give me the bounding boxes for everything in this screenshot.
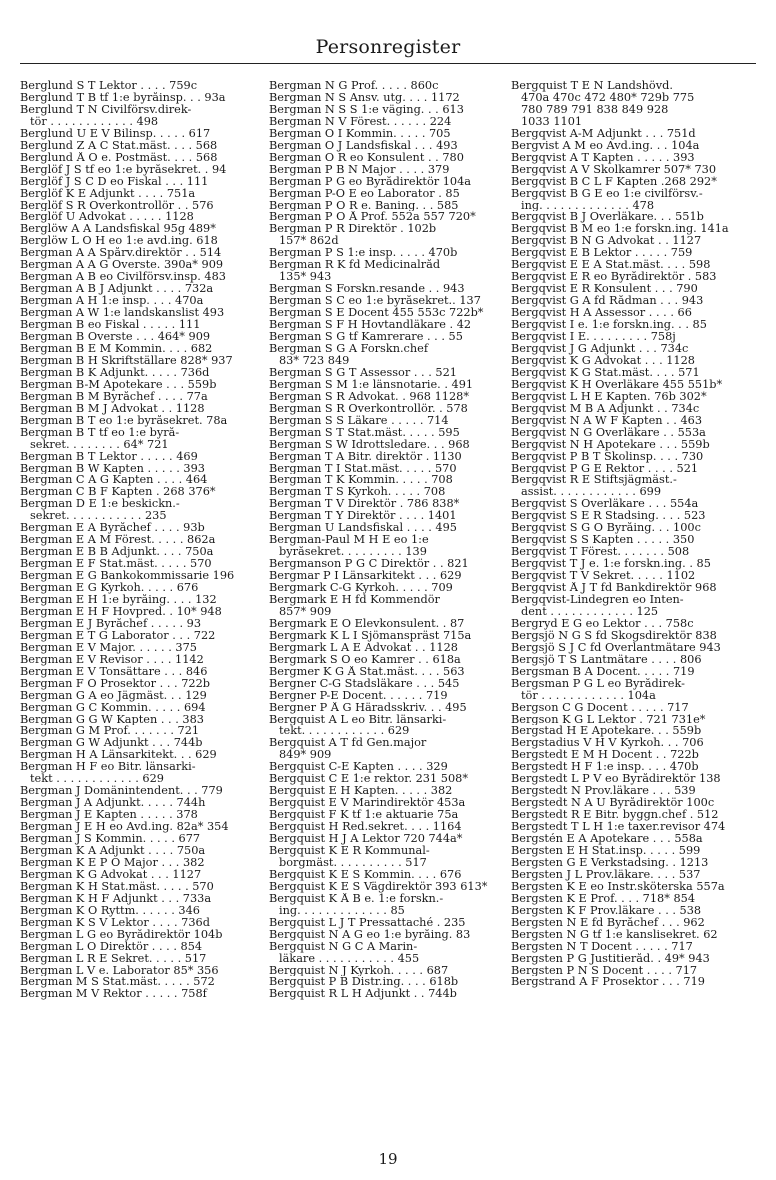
register-entry: Bergman B M J Advokat . . 1128: [20, 402, 205, 415]
register-entry: Bergsten N G tf 1:e kanslisekret. 62: [511, 928, 718, 941]
register-entry: Bergqvist R E Stiftsjägmäst.-: [511, 474, 677, 487]
register-entry: Bergsten K E eo Instr.sköterska 557a: [511, 880, 725, 893]
register-entry: Bergquist K E R Kommunal-: [269, 845, 430, 857]
register-entry: Bergman G W Adjunkt . . . 744b: [20, 737, 203, 750]
register-entry: Bergstedt R E Bitr. byggn.chef . 512: [511, 809, 719, 822]
register-entry: Bergqvist E R eo Byrådirektör . 583: [511, 271, 717, 284]
register-entry: Bergstrand A F Prosektor . . . 719: [511, 976, 705, 989]
register-entry: Bergman M V Rektor . . . . . 758f: [20, 988, 207, 1001]
register-entry: Bergqvist E R Konsulent . . . 790: [511, 283, 698, 296]
register-entry: Bergqvist N H Apotekare . . . 559b: [511, 438, 710, 451]
register-entry: Bergqvist P G E Rektor . . . . 521: [511, 462, 699, 475]
register-entry: Bergstedt N Prov.läkare . . . 539: [511, 785, 696, 798]
register-entry: Bergman P S 1:e insp. . . . . 470b: [269, 247, 458, 260]
register-entry: byråsekret. . . . . . . . . 139: [279, 546, 427, 559]
register-entry: Bergstadius V H V Kyrkoh. . . 706: [511, 737, 704, 750]
register-entry: tör . . . . . . . . . . . . 498: [30, 115, 159, 128]
register-entry: Bergman J E H eo Avd.ing. 82a* 354: [20, 821, 229, 834]
register-entry: 470a 470c 472 480* 729b 775: [521, 91, 695, 104]
register-entry: Bergstad H E Apotekare. . . 559b: [511, 725, 702, 738]
register-entry: Bergman E A M Förest. . . . . 862a: [20, 534, 216, 547]
register-entry: Bergqvist L H E Kapten. 76b 302*: [511, 390, 707, 403]
register-entry: Bergqvist T J e. 1:e forskn.ing. . 85: [511, 558, 711, 571]
register-entry: Bergman T I Stat.mäst. . . . . 570: [269, 462, 457, 475]
register-entry: dent . . . . . . . . . . . . 125: [521, 605, 659, 618]
register-entry: Bergmark K L I Sjömanspräst 715a: [269, 629, 472, 642]
register-entry: Bergman S T Stat.mäst. . . . . 595: [269, 426, 460, 439]
register-entry: Bergman E G Kyrkoh. . . . . 676: [20, 582, 199, 594]
register-entry: Bergman T A Bitr. direktör . 1130: [269, 450, 462, 463]
register-entry: Bergstedt N A U Byrådirektör 100c: [511, 797, 715, 810]
register-entry: assist. . . . . . . . . . . . 699: [521, 486, 662, 499]
register-entry: tör . . . . . . . . . . . . 104a: [521, 689, 656, 702]
register-entry: Bergqvist M B A Adjunkt . . 734c: [511, 402, 700, 415]
register-entry: Bergqvist H A Assessor . . . . 66: [511, 307, 692, 320]
register-entry: Bergquist T E N Landshövd.: [511, 80, 673, 92]
register-entry: Bergman E G Bankokommissarie 196: [20, 570, 235, 583]
register-entry: Bergman K A Adjunkt . . . . 750a: [20, 845, 206, 857]
register-entry: 83* 723 849: [279, 354, 350, 367]
register-entry: Bergman E B B Adjunkt. . . . 750a: [20, 546, 214, 559]
register-entry: Bergqvist A-M Adjunkt . . . 751d: [511, 127, 696, 140]
register-entry: läkare . . . . . . . . . . . 455: [279, 952, 420, 965]
register-entry: Bergmark E H fd Kommendör: [269, 593, 440, 606]
register-entry: Bergquist E V Marindirektör 453a: [269, 797, 466, 810]
register-entry: Berglöf J S C D eo Fiskal . . . 111: [20, 175, 209, 188]
register-entry: Bergsten E H Stat.insp. . . . . 599: [511, 845, 701, 857]
register-entry: Bergmark L A E Advokat . . 1128: [269, 641, 458, 654]
register-entry: Bergqvist S Överläkare . . . 554a: [511, 498, 699, 511]
register-entry: Bergman A A G Överste. 390a* 909: [20, 259, 224, 272]
register-entry: Bergmark S O eo Kamrer . . 618a: [269, 653, 461, 666]
register-entry: Bergman K S V Lektor . . . . 736d: [20, 916, 210, 929]
register-entry: Bergman S M 1:e länsnotarie. . 491: [269, 378, 474, 391]
register-entry: Bergquist R L H Adjunkt . . 744b: [269, 988, 457, 1001]
register-entry: Berglöf J S tf eo 1:e byråsekret. . 94: [20, 163, 227, 176]
register-entry: Bergquist F K tf 1:e aktuarie 75a: [269, 809, 459, 822]
register-entry: Bergqvist I e. 1:e forskn.ing. . . 85: [511, 319, 707, 332]
register-entry: Bergman S R Advokat. . 968 1128*: [269, 390, 469, 403]
register-entry: Bergqvist B J Överläkare. . . 551b: [511, 211, 704, 224]
register-entry: Bergman B M Byråchef . . . . 77a: [20, 390, 208, 403]
register-entry: Bergman B W Kapten . . . . . 393: [20, 462, 205, 475]
register-entry: Bergquist A T fd Gen.major: [269, 737, 427, 750]
register-entry: ing. . . . . . . . . . . . . 478: [521, 199, 655, 212]
register-entry: 849* 909: [279, 749, 332, 762]
register-entry: Bergqvist K G Stat.mäst. . . . 571: [511, 366, 700, 379]
register-entry: Bergsten N T Docent . . . . . 717: [511, 940, 693, 953]
register-entry: Bergman P-O E eo Laborator . 85: [269, 187, 460, 200]
register-entry: Bergqvist B C L F Kapten .268 292*: [511, 175, 717, 188]
register-entry: Bergquist P B Distr.ing. . . . 618b: [269, 976, 459, 989]
register-entry: Bergman L R E Sekret. . . . . 517: [20, 952, 207, 965]
register-entry: Bergman G A eo Jägmäst. . . 129: [20, 689, 207, 702]
register-entry: Bergman T V Direktör . 786 838*: [269, 498, 460, 511]
register-entry: Bergquist L J T Pressattaché . 235: [269, 916, 466, 929]
register-entry: Bergqvist P B T Skolinsp. . . . 730: [511, 450, 704, 463]
register-entry: Bergman J Domänintendent. . . 779: [20, 785, 223, 798]
register-entry: Bergman P O Å Prof. 552a 557 720*: [269, 211, 476, 224]
register-entry: Bergmark C-G Kyrkoh. . . . . 709: [269, 582, 453, 594]
register-entry: Bergmanson P G C Direktör . . 821: [269, 558, 469, 571]
register-entry: Berglund T B tf 1:e byråinsp. . . 93a: [20, 91, 226, 104]
register-entry: Bergquist N G C A Marin-: [269, 940, 418, 953]
register-entry: Bergqvist N A W F Kapten . . 463: [511, 414, 703, 427]
register-entry: Bergman S W Idrottsledare. . . 968: [269, 438, 470, 451]
register-entry: Bergman C A G Kapten . . . . 464: [20, 474, 208, 487]
register-column-3: [511, 80, 756, 988]
register-entry: Bergman A W 1:e landskanslist 493: [20, 307, 225, 320]
register-entry: Bergquist H Red.sekret. . . . 1164: [269, 821, 462, 834]
register-entry: Bergqvist S G O Byråing. . . 100c: [511, 522, 701, 535]
register-entry: Bergman H A Länsarkitekt. . . 629: [20, 749, 217, 762]
register-entry: Bergman J E Kapten . . . . . 378: [20, 809, 198, 822]
register-entry: Bergman A B J Adjunkt . . . . 732a: [20, 283, 214, 296]
register-entry: Bergman N S Ansv. utg. . . . 1172: [269, 91, 460, 104]
register-entry: Bergstedt T L H 1:e taxer.revisor 474: [511, 821, 726, 834]
register-entry: Bergman K G Advokat . . . 1127: [20, 868, 202, 881]
register-entry: Bergqvist K H Överläkare 455 551b*: [511, 378, 723, 391]
register-entry: Bergman U Landsfiskal . . . . 495: [269, 522, 457, 535]
register-entry: Bergquist E H Kapten. . . . . 382: [269, 785, 453, 798]
register-entry: Bergman R K fd Medicinalråd: [269, 259, 441, 272]
register-entry: Berglund T N Civilförsv.direk-: [20, 103, 192, 116]
register-entry: Bergqvist K G Advokat . . . 1128: [511, 354, 695, 367]
register-entry: Bergman B E M Kommin. . . . 682: [20, 342, 213, 355]
register-entry: Bergqvist Å J T fd Bankdirektör 968: [511, 582, 717, 594]
register-entry: Bergsten G E Verkstadsing. . 1213: [511, 856, 709, 869]
register-entry: Bergman J S Kommin. . . . . 677: [20, 833, 201, 845]
register-entry: Bergman G G W Kapten . . . 383: [20, 713, 204, 726]
register-entry: Bergman K H Stat.mäst. . . . . 570: [20, 880, 214, 893]
register-entry: Berglöw L O H eo 1:e avd.ing. 618: [20, 235, 218, 248]
register-entry: Bergqvist I E. . . . . . . . . 758j: [511, 331, 676, 343]
register-entry: Bergman L V e. Laborator 85* 356: [20, 964, 219, 977]
register-entry: Bergman F O Prosektor . . . 722b: [20, 677, 211, 690]
register-entry: Bergman S G A Forskn.chef: [269, 342, 429, 355]
register-entry: Bergmark E O Elevkonsulent. . 87: [269, 617, 465, 630]
register-entry: Bergman E A Byråchef . . . . 93b: [20, 522, 205, 535]
register-entry: Bergman B H Skriftställare 828* 937: [20, 354, 233, 367]
register-entry: Bergsjö T S Lantmätare . . . . 806: [511, 653, 702, 666]
header-rule: [20, 63, 756, 64]
register-entry: Berglöw A A Landsfiskal 95g 489*: [20, 223, 216, 236]
register-entry: Bergner P Å G Häradsskriv. . . 495: [269, 701, 467, 714]
register-entry: Bergmar P I Länsarkitekt . . . 629: [269, 570, 462, 583]
register-entry: Bergman P G eo Byrådirektör 104a: [269, 175, 472, 188]
register-entry: Bergqvist J G Adjunkt . . . 734c: [511, 342, 689, 355]
register-entry: Bergman E H 1:e byråing. . . . 132: [20, 593, 217, 606]
register-entry: Bergsten P N S Docent . . . . 717: [511, 964, 698, 977]
register-entry: Bergman T S Kyrkoh. . . . . 708: [269, 486, 446, 499]
register-entry: Bergstedt H F 1:e insp. . . . 470b: [511, 761, 699, 774]
register-entry: Bergquist N J Kyrkoh. . . . . 687: [269, 964, 449, 977]
register-entry: Bergstedt E M H Docent . . 722b: [511, 749, 699, 762]
register-entry: Bergqvist E B Lektor . . . . . 759: [511, 247, 693, 260]
register-entry: Bergman B Överste . . . 464* 909: [20, 331, 211, 343]
register-entry: 135* 943: [279, 271, 332, 284]
register-entry: Berglöf K E Adjunkt . . . . 751a: [20, 187, 196, 200]
register-entry: Bergsman P G L eo Byrådirek-: [511, 677, 685, 690]
register-entry: Bergman S G tf Kamrerare . . . 55: [269, 331, 463, 343]
register-entry: borgmäst. . . . . . . . . . 517: [279, 856, 427, 869]
register-entry: Bergqvist N G Överläkare . . 553a: [511, 426, 706, 439]
register-entry: Bergman D E 1:e beskickn.-: [20, 498, 180, 511]
register-entry: Bergman B K Adjunkt. . . . . 736d: [20, 366, 210, 379]
register-entry: Bergsten K E Prof. . . . 718* 854: [511, 892, 696, 905]
register-entry: Bergquist K E S Vägdirektör 393 613*: [269, 880, 488, 893]
register-entry: 157* 862d: [279, 235, 339, 248]
register-entry: Bergmer K G Å Stat.mäst. . . . 563: [269, 665, 465, 678]
register-entry: Bergman A A Spårv.direktör . . 514: [20, 247, 222, 260]
register-entry: Bergryd E G eo Lektor . . . 758c: [511, 617, 694, 630]
register-entry: Bergquist N A G eo 1:e byråing. 83: [269, 928, 471, 941]
register-entry: sekret. . . . . . . . . . . 235: [30, 510, 167, 523]
register-entry: Bergqvist B N G Advokat . . 1127: [511, 235, 702, 248]
register-entry: Bergman B T tf eo 1:e byrå-: [20, 426, 180, 439]
register-entry: Bergman N S S 1:e väging. . . 613: [269, 103, 464, 116]
register-entry: ing. . . . . . . . . . . . . 85: [279, 904, 405, 917]
register-column-1: [20, 80, 250, 1000]
register-entry: Bergqvist-Lindegren eo Inten-: [511, 593, 684, 606]
register-entry: 857* 909: [279, 605, 332, 618]
register-entry: Bergqvist G A fd Rådman . . . 943: [511, 295, 704, 308]
register-entry: Bergman-Paul M H E eo 1:e: [269, 534, 429, 547]
register-entry: Bergman E F Stat.mäst. . . . . 570: [20, 558, 212, 571]
register-entry: Bergman B T eo 1:e byråsekret. 78a: [20, 414, 228, 427]
register-entry: Berglöf U Advokat . . . . . 1128: [20, 211, 194, 224]
register-entry: Bergman E J Byråchef . . . . . 93: [20, 617, 202, 630]
register-entry: Bergman K O Ryttm. . . . . . 346: [20, 904, 200, 917]
register-entry: Bergqvist A V Skolkamrer 507* 730: [511, 163, 717, 176]
register-entry: Bergquist H J A Lektor 720 744a*: [269, 833, 463, 845]
register-entry: Berglund Z A C Stat.mäst. . . . 568: [20, 139, 218, 152]
register-entry: Bergstén E A Apotekare . . . 558a: [511, 833, 703, 845]
register-entry: Bergman T K Kommin. . . . . 708: [269, 474, 453, 487]
register-entry: Bergstedt L P V eo Byrådirektör 138: [511, 773, 721, 786]
register-entry: Bergman P O R e. Baning. . . 585: [269, 199, 459, 212]
register-entry: Bergman O I Kommin. . . . . 705: [269, 127, 451, 140]
register-entry: tekt. . . . . . . . . . . . 629: [279, 725, 410, 738]
register-entry: Bergman C B F Kapten . 268 376*: [20, 486, 216, 499]
register-entry: Bergman S C eo 1:e byråsekret.. 137: [269, 295, 481, 308]
register-entry: Bergman E V Major. . . . . . 375: [20, 641, 197, 654]
register-entry: Bergqvist T V Sekret. . . . . 1102: [511, 570, 696, 583]
register-entry: Bergman S G T Assessor . . . 521: [269, 366, 457, 379]
register-entry: Bergman O R eo Konsulent . . 780: [269, 151, 464, 164]
register-entry: Bergqvist T Förest. . . . . . . 508: [511, 546, 690, 559]
register-entry: Bergman G M Prof. . . . . . . 721: [20, 725, 200, 738]
register-entry: Bergman E H F Hovpred. . 10* 948: [20, 605, 222, 618]
register-entry: Bergsten J L Prov.läkare. . . . 537: [511, 868, 701, 881]
register-entry: Bergsten N E fd Byråchef . . . 962: [511, 916, 705, 929]
register-entry: Bergqvist S S Kapten . . . . . 350: [511, 534, 695, 547]
register-entry: Bergman M S Stat.mäst. . . . . 572: [20, 976, 215, 989]
register-entry: Berglöf S R Överkontrollör . . 576: [20, 199, 214, 212]
register-entry: Bergman K E P O Major . . . 382: [20, 856, 205, 869]
register-entry: Bergqvist B M eo 1:e forskn.ing. 141a: [511, 223, 729, 236]
page-number: 19: [378, 1150, 398, 1168]
register-entry: Bergner C-G Stadsläkare . . . 545: [269, 677, 460, 690]
register-entry: Bergman E V Revisor . . . . 1142: [20, 653, 204, 666]
register-entry: Bergner P-E Docent. . . . . . 719: [269, 689, 448, 702]
register-entry: Bergquist K E S Kommin. . . . 676: [269, 868, 462, 881]
register-entry: Bergman O J Landsfiskal . . . 493: [269, 139, 458, 152]
register-entry: Bergman L O Direktör . . . . 854: [20, 940, 203, 953]
register-entry: Bergman S E Docent 455 553c 722b*: [269, 307, 484, 320]
register-entry: Bergman K H F Adjunkt . . . 733a: [20, 892, 212, 905]
register-entry: Bergman S S Läkare . . . . . 714: [269, 414, 449, 427]
register-entry: sekret. . . . . . . . 64* 721: [30, 438, 169, 451]
register-entry: Bergman J A Adjunkt. . . . . 744h: [20, 797, 206, 810]
page-title: Personregister: [315, 36, 461, 58]
register-entry: Bergman N V Förest. . . . . . 224: [269, 115, 452, 128]
register-entry: Bergsjö N G S fd Skogsdirektör 838: [511, 629, 717, 642]
register-entry: Bergman T Y Direktör . . . . 1401: [269, 510, 457, 523]
register-entry: Bergvist A M eo Avd.ing. . . 104a: [511, 139, 700, 152]
register-entry: Bergman S Forskn.resande . . 943: [269, 283, 465, 296]
register-column-2: [269, 80, 500, 1000]
register-entry: Bergman S F H Hovtandläkare . 42: [269, 319, 472, 332]
register-entry: Bergman L G eo Byrådirektör 104b: [20, 928, 223, 941]
register-entry: Bergman A H 1:e insp. . . . 470a: [20, 295, 204, 308]
register-entry: tekt . . . . . . . . . . . . 629: [30, 773, 164, 786]
register-entry: Berglund U E V Bilinsp. . . . . 617: [20, 127, 211, 140]
register-entry: Berglund Å O e. Postmäst. . . . 568: [20, 151, 218, 164]
register-entry: Bergman B T Lektor . . . . . 469: [20, 450, 198, 463]
register-entry: Bergquist C E 1:e rektor. 231 508*: [269, 773, 468, 786]
register-entry: Bergsten P G Justitieråd. . 49* 943: [511, 952, 710, 965]
register-entry: Bergqvist B G E eo 1:e civilförsv.-: [511, 187, 703, 200]
register-entry: Bergqvist A T Kapten . . . . . 393: [511, 151, 695, 164]
register-entry: Bergquist K Å B e. 1:e forskn.-: [269, 892, 444, 905]
register-entry: Bergman B-M Apotekare . . . 559b: [20, 378, 217, 391]
register-entry: Bergsman B A Docent. . . . . 719: [511, 665, 695, 678]
register-entry: 780 789 791 838 849 928: [521, 103, 669, 116]
register-entry: Bergman E V Tonsättare . . . 846: [20, 665, 208, 678]
register-entry: Bergquist A L eo Bitr. länsarki-: [269, 713, 447, 726]
register-entry: Bergman P R Direktör . 102b: [269, 223, 437, 236]
register-entry: Bergman G C Kommin. . . . . 694: [20, 701, 206, 714]
register-entry: Berglund S T Lektor . . . . 759c: [20, 80, 198, 92]
register-entry: Bergquist C-E Kapten . . . . 329: [269, 761, 448, 774]
register-entry: Bergman H F eo Bitr. länsarki-: [20, 761, 196, 774]
register-entry: Bergson K G L Lektor . 721 731e*: [511, 713, 706, 726]
register-entry: Bergman A B eo Civilförsv.insp. 483: [20, 271, 226, 284]
register-entry: Bergqvist E E A Stat.mäst. . . . 598: [511, 259, 711, 272]
register-entry: Bergman E T G Laborator . . . 722: [20, 629, 216, 642]
register-entry: Bergsjö S J C fd Överlantmätare 943: [511, 641, 721, 654]
register-entry: Bergqvist S E R Stadsing. . . . 523: [511, 510, 706, 523]
register-entry: Bergson C G Docent . . . . . 717: [511, 701, 689, 714]
register-entry: Bergman P B N Major . . . . 379: [269, 163, 450, 176]
register-entry: Bergman B eo Fiskal . . . . . 111: [20, 319, 201, 332]
register-entry: 1033 1101: [521, 115, 583, 128]
register-entry: Bergman N G Prof. . . . . 860c: [269, 80, 439, 92]
register-entry: Bergsten K F Prov.läkare . . . 538: [511, 904, 702, 917]
register-entry: Bergman S R Överkontrollör. . 578: [269, 402, 468, 415]
